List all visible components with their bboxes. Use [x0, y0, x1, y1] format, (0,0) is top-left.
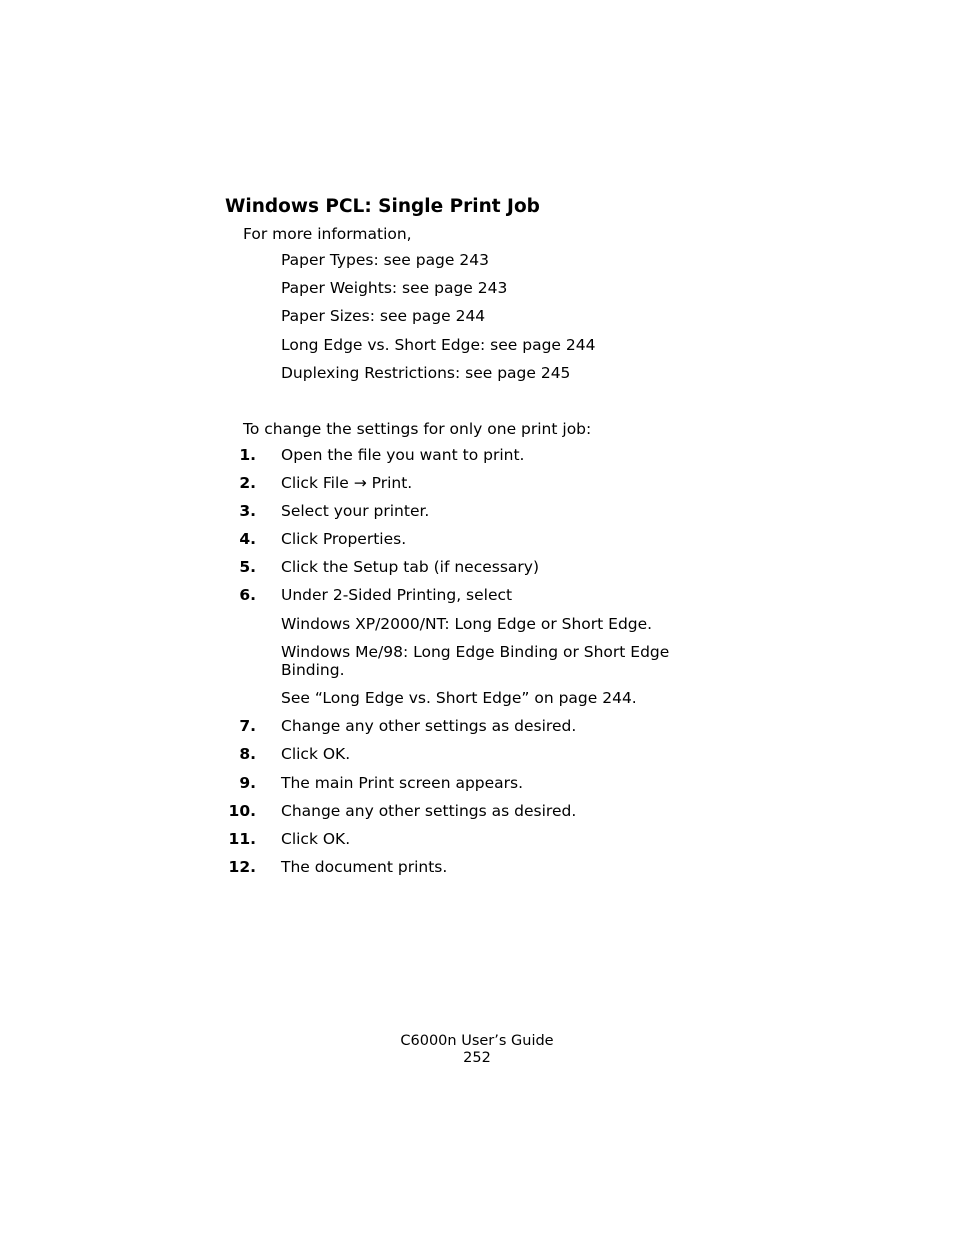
section-title: Windows PCL: Single Print Job [225, 196, 540, 217]
step-number: 2. [239, 474, 256, 492]
step-text: Open the file you want to print. [281, 446, 525, 464]
more-info-intro: For more information, [243, 225, 412, 243]
step-text: Change any other settings as desired. [281, 717, 577, 735]
step-number: 3. [239, 502, 256, 520]
step-text: Select your printer. [281, 502, 430, 520]
step-text: Change any other settings as desired. [281, 802, 577, 820]
ref-long-short-edge: Long Edge vs. Short Edge: see page 244 [281, 336, 596, 354]
step-number: 12. [228, 858, 256, 876]
step-text: The main Print screen appears. [281, 774, 524, 792]
step-number: 10. [228, 802, 256, 820]
step-number: 9. [239, 774, 256, 792]
step-number: 11. [228, 830, 256, 848]
step6-subitem-see: See “Long Edge vs. Short Edge” on page 244. [281, 689, 637, 707]
ref-paper-sizes: Paper Sizes: see page 244 [281, 307, 486, 325]
step-number: 6. [239, 586, 256, 604]
step-text: Click File → Print. [281, 474, 413, 492]
step6-subitem-me98: Windows Me/98: Long Edge Binding or Short Edge Binding. [281, 643, 670, 679]
step-number: 1. [239, 446, 256, 464]
step-number: 7. [239, 717, 256, 735]
footer-guide-title: C6000n User’s Guide [400, 1033, 554, 1049]
step-number: 5. [239, 558, 256, 576]
procedure-intro: To change the settings for only one print job: [243, 420, 592, 438]
ref-paper-weights: Paper Weights: see page 243 [281, 279, 508, 297]
ref-duplexing-restrictions: Duplexing Restrictions: see page 245 [281, 364, 571, 382]
step-number: 4. [239, 530, 256, 548]
step6-subitem-xp: Windows XP/2000/NT: Long Edge or Short Edge. [281, 615, 653, 633]
step-text: The document prints. [281, 858, 448, 876]
ref-paper-types: Paper Types: see page 243 [281, 251, 489, 269]
step-text: Click OK. [281, 830, 351, 848]
step-text: Under 2-Sided Printing, select [281, 586, 513, 604]
step-text: Click the Setup tab (if necessary) [281, 558, 540, 576]
footer-page-number: 252 [463, 1050, 491, 1066]
step-text: Click OK. [281, 745, 351, 763]
step-number: 8. [239, 745, 256, 763]
step-text: Click Properties. [281, 530, 407, 548]
